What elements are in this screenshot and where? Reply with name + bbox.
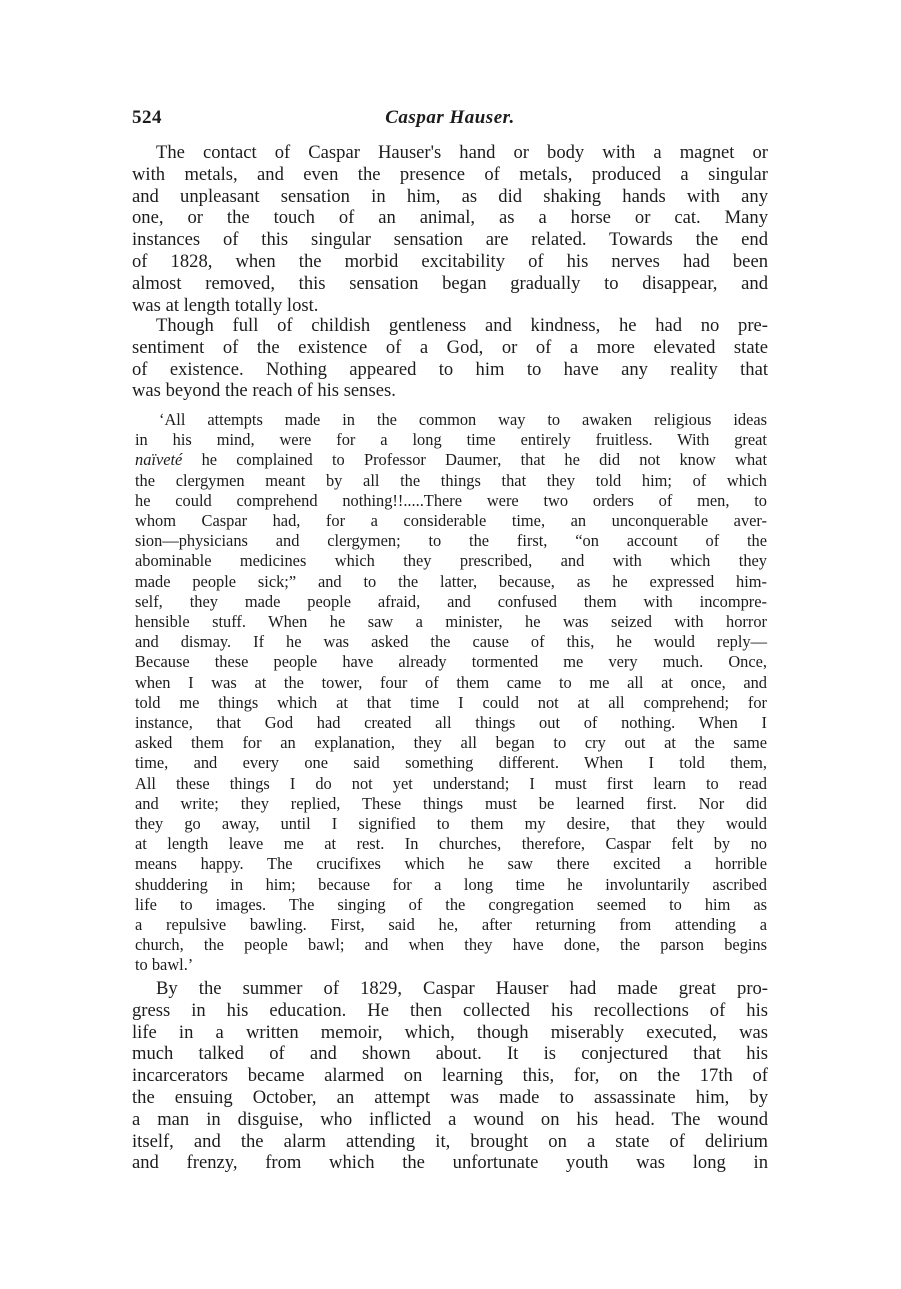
text-run: he complained to Professor Daumer, that he did not know what (182, 450, 767, 470)
text-line: instances of this singular sensation are related. Towards the end (132, 229, 768, 251)
paragraph-education-assassination (132, 978, 768, 1174)
text-line: much talked of and shown about. It is conjectured that his (132, 1043, 768, 1065)
text-line: instance, that God had created all things out of nothing. When I (135, 713, 767, 733)
text-line: of existence. Nothing appeared to him to have any reality that (132, 358, 768, 380)
text-line: All these things I do not yet understand; I must first learn to read (135, 773, 767, 793)
text-line: whom Caspar had, for a considerable time, an unconquerable aver- (135, 511, 767, 531)
italic-term: naïveté (135, 450, 183, 470)
text-line: hensible stuff. When he saw a minister, he was seized with horror (135, 612, 767, 632)
text-line: ‘All attempts made in the common way to awaken religious ideas (159, 410, 767, 429)
text-line: asked them for an explanation, they all began to cry out at the same (135, 733, 767, 753)
text-line: a man in disguise, who inflicted a wound on his head. The wound (132, 1108, 768, 1130)
text-line: and write; they replied, These things must be learned first. Nor did (135, 793, 767, 813)
text-line: one, or the touch of an animal, as a horse or cat. Many (132, 207, 768, 229)
text-line: when I was at the tower, four of them came to me all at once, and (135, 672, 767, 692)
text-line: the ensuing October, an attempt was made to assassinate him, by (132, 1086, 768, 1108)
text-line: and dismay. If he was asked the cause of this, he would reply— (135, 632, 767, 652)
text-line: and frenzy, from which the unfortunate youth was long in (132, 1152, 768, 1174)
text-line: shuddering in him; because for a long time he involuntarily ascribed (135, 874, 767, 894)
text-line: life to images. The singing of the congregation seemed to him as (135, 894, 767, 914)
text-line: and unpleasant sensation in him, as did shaking hands with any (132, 185, 768, 207)
text-line: was at length totally lost. (132, 294, 319, 316)
text-line: made people sick;” and to the latter, because, as he expressed him- (135, 571, 767, 591)
text-line: of 1828, when the morbid excitability of his nerves had been (132, 250, 768, 272)
text-line: with metals, and even the presence of metals, produced a singular (132, 163, 768, 185)
text-line: he could comprehend nothing!!.....There were two orders of men, to (135, 490, 767, 510)
text-line: By the summer of 1829, Caspar Hauser had made great pro- (156, 978, 768, 999)
text-line: time, and every one said something different. When I told them, (135, 753, 767, 773)
text-line: The contact of Caspar Hauser's hand or body with a magnet or (156, 142, 768, 163)
running-head: Caspar Hauser. (385, 107, 515, 128)
text-line: a repulsive bawling. First, said he, after returning from attending a (135, 915, 767, 935)
text-line: told me things which at that time I could not at all comprehend; for (135, 692, 767, 712)
page-header (132, 107, 768, 133)
text-line: sentiment of the existence of a God, or of a more elevated state (132, 336, 768, 358)
text-line: life in a written memoir, which, though miserably executed, was (132, 1021, 768, 1043)
text-line: self, they made people afraid, and confused them with incompre- (135, 591, 767, 611)
text-line: almost removed, this sensation began gradually to disappear, and (132, 272, 768, 294)
text-line: was beyond the reach of his senses. (132, 380, 396, 402)
text-line: abominable medicines which they prescribed, and with which they (135, 551, 767, 571)
text-line: they go away, until I signified to them my desire, that they would (135, 814, 767, 834)
text-line: itself, and the alarm attending it, brought on a state of delirium (132, 1130, 768, 1152)
text-line (135, 450, 767, 470)
text-line: sion—physicians and clergymen; to the first, “on account of the (135, 531, 767, 551)
page-number: 524 (132, 107, 162, 128)
text-line: gress in his education. He then collected his recollections of his (132, 999, 768, 1021)
paragraph-magnet-sensation (132, 142, 768, 316)
block-quotation (135, 410, 767, 976)
text-line: in his mind, were for a long time entirely fruitless. With great (135, 430, 767, 450)
text-line: the clergymen meant by all the things that they told him; of which (135, 470, 767, 490)
text-line: means happy. The crucifixes which he saw there excited a horrible (135, 854, 767, 874)
text-line: at length leave me at rest. In churches, therefore, Caspar felt by no (135, 834, 767, 854)
paragraph-religious-sentiment (132, 315, 768, 402)
text-line: church, the people bawl; and when they have done, the parson begins (135, 935, 767, 955)
text-line: to bawl.’ (135, 955, 194, 975)
text-line: Because these people have already tormented me very much. Once, (135, 652, 767, 672)
text-line: Though full of childish gentleness and kindness, he had no pre- (156, 315, 768, 336)
text-line: incarcerators became alarmed on learning this, for, on the 17th of (132, 1065, 768, 1087)
